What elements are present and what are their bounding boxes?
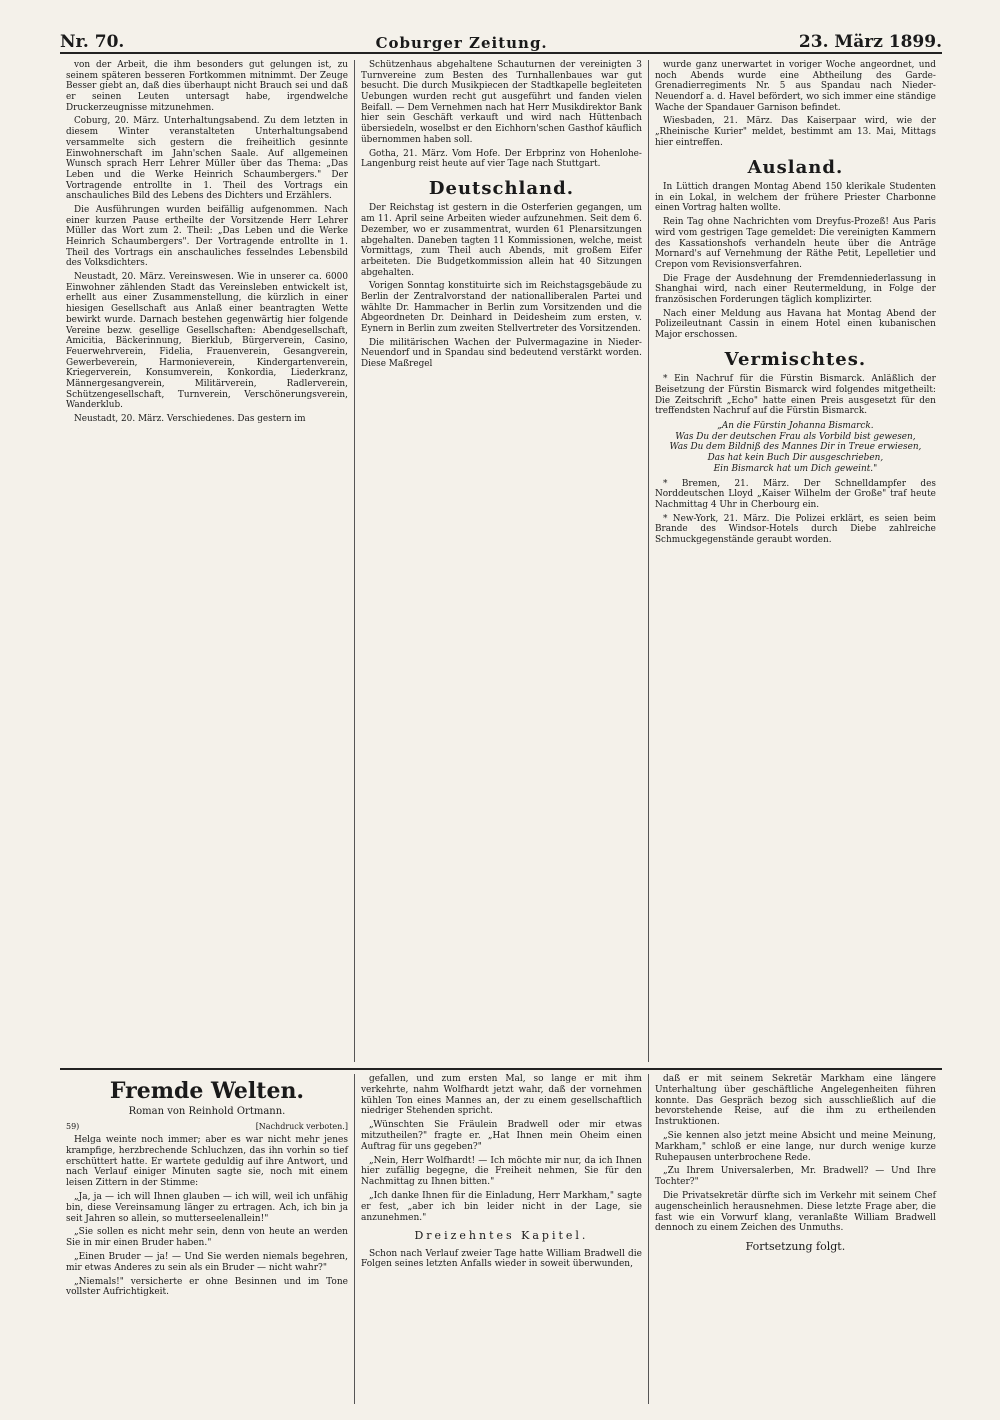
continuation-note: Fortsetzung folgt. bbox=[745, 1240, 846, 1254]
article-paragraph: In Lüttich drangen Montag Abend 150 klerikale Studenten in ein Lokal, in welchem der frühere Priester Charbonne einen Vortrag halten wollte. bbox=[654, 182, 936, 214]
novel-subtitle: Roman von Reinhold Ortmann. bbox=[128, 1106, 286, 1118]
poem-line: „An die Fürstin Johanna Bismarck. bbox=[717, 421, 874, 432]
article-paragraph: Der Reichstag ist gestern in die Osterferien gegangen, um am 11. April seine Arbeiten wieder aufzunehmen. Seit dem 6. Dezember, wo er zusammentrat, wurden 61 Plenarsitzungen abgehalten. Daneben tagten 11 Kommissionen, welche, meist Vormittags, zum Theil auch Abends, mit großem Eifer arbeiteten. Die Budgetkommission allein hat 40 Sitzungen abgehalten. bbox=[360, 203, 642, 278]
article-paragraph: * New-York, 21. März. Die Polizei erklärt, es seien beim Brande des Windsor-Hotels durch Diebe zahlreiche Schmuckgegenstände geraubt worden. bbox=[654, 513, 936, 545]
novel-paragraph: Die Privatsekretär dürfte sich im Verkehr mit seinem Chef augenscheinlich herausnehmen. Diese letzte Frage aber, die fast wie ein Vorwurf klang, veranlaßte William Bradwell dennoch zu einem Zeichen des Unmuths. bbox=[654, 1190, 936, 1234]
article-paragraph: * Ein Nachruf für die Fürstin Bismarck. Anläßlich der Beisetzung der Fürstin Bismarck wird folgendes mitgetheilt: Die Zeitschrift „Echo" hatte einen Preis ausgesetzt für den treffendsten Nachruf auf die Fürstin Bismarck. bbox=[654, 374, 936, 417]
article-paragraph: Vorigen Sonntag konstituirte sich im Reichstagsgebäude zu Berlin der Zentralvorstand der nationalliberalen Partei und wählte Dr. Hammacher in Berlin zum Vorsitzenden und die Abgeordneten Dr. Deinhard in Deidesheim zum ersten, v. Eynern in Berlin zum zweiten Stellvertreter des Vorsitzenden. bbox=[360, 281, 642, 335]
section-heading-ausland: Ausland. bbox=[747, 156, 844, 178]
article-paragraph: Die Ausführungen wurden beifällig aufgenommen. Nach einer kurzen Pause ertheilte der Vorsitzende Herr Lehrer Müller das Wort zum 2. Theil: „Das Leben und die Werke Heinrich Schaumbergers". Der Vortragende entrollte in 1. Theil des Vortrags ein anschauliches fesselndes Lebensbild des Volksdichters. bbox=[66, 204, 348, 269]
novel-paragraph: „Ja, ja — ich will Ihnen glauben — ich will, weil ich unfähig bin, diese Vereinsamung länger zu ertragen. Ach, ich bin ja seit Jahren so allein, so mutterseelenallein!" bbox=[66, 1191, 348, 1224]
article-paragraph: von der Arbeit, die ihm besonders gut gelungen ist, zu seinem späteren besseren Fortkommen mitnimmt. Der Zeuge Besser giebt an, daß dies überhaupt nicht Brauch sei und daß er seinen Leuten untersagt habe, irgendwelche Druckerzeugnisse mitzunehmen. bbox=[66, 60, 348, 113]
article-paragraph: Neustadt, 20. März. Verschiedenes. Das gestern im bbox=[74, 414, 306, 424]
poem-line: Was Du der deutschen Frau als Vorbild bist gewesen, bbox=[675, 431, 916, 442]
article-paragraph: Schützenhaus abgehaltene Schauturnen der vereinigten 3 Turnvereine zum Besten des Turnhallenbaues war gut besucht. Die durch Musikpiecen der Stadtkapelle begleiteten Uebungen wurden recht gut ausgeführt und fanden vielen Beifall. — Dem Vernehmen nach hat Herr Musikdirektor Bank hier sein Geschäft verkauft und wird nach Hüttenbach übersiedeln, woselbst er den Eichhorn'schen Gasthof käuflich übernommen haben soll. bbox=[360, 60, 642, 145]
article-paragraph: wurde ganz unerwartet in voriger Woche angeordnet, und noch Abends wurde eine Abtheilung des Garde-Grenadierregiments Nr. 5 aus Spandau nach Nieder-Neuendorf a. d. Havel befördert, wo sich immer eine ständige Wache der Spandauer Garnison befindet. bbox=[654, 60, 936, 113]
novel-column-3 bbox=[648, 1074, 942, 1404]
article-paragraph: Nach einer Meldung aus Havana hat Montag Abend der Polizeileutnant Cassin in einem Hotel einen kubanischen Major erschossen. bbox=[654, 308, 936, 341]
feuilleton bbox=[60, 1074, 942, 1404]
masthead bbox=[60, 30, 942, 54]
poem-line: Das hat kein Buch Dir ausgeschrieben, bbox=[707, 453, 884, 464]
column-2 bbox=[354, 60, 648, 1062]
section-heading-vermischtes: Vermischtes. bbox=[724, 348, 867, 370]
novel-paragraph: „Wünschten Sie Fräulein Bradwell oder mir etwas mitzutheilen?" fragte er. „Hat Ihnen mein Oheim einen Auftrag für uns gegeben?" bbox=[360, 1120, 642, 1152]
news-columns bbox=[60, 60, 942, 1062]
reprint-notice: [Nachdruck verboten.] bbox=[255, 1122, 348, 1132]
novel-paragraph: „Einen Bruder — ja! — Und Sie werden niemals begehren, mir etwas Anderes zu sein als ein Bruder — nicht wahr?" bbox=[66, 1251, 348, 1273]
novel-paragraph: Helga weinte noch immer; aber es war nicht mehr jenes krampfige, herzbrechende Schluchzen, das ihn vorhin so tief erschüttert hatte. Er wartete geduldig auf ihre Antwort, und nach Verlauf einiger Minuten sagte sie, noch mit einem leisen Zittern in der Stimme: bbox=[66, 1134, 348, 1189]
issue-date: 23. März 1899. bbox=[798, 32, 942, 52]
article-paragraph: Die militärischen Wachen der Pulvermagazine in Nieder-Neuendorf und in Spandau sind bedeutend verstärkt worden. Diese Maßregel bbox=[360, 337, 642, 370]
installment-number: 59) bbox=[66, 1122, 80, 1132]
novel-paragraph: daß er mit seinem Sekretär Markham eine längere Unterhaltung über geschäftliche Angelegenheiten führen konnte. Das Gespräch bezog sich ausschließlich auf die bevorstehende Reise, auf die ihm zu ertheilenden Instruktionen. bbox=[654, 1074, 936, 1128]
novel-title: Fremde Welten. bbox=[109, 1078, 305, 1104]
poem-line: Ein Bismarck hat um Dich geweint." bbox=[713, 463, 878, 474]
novel-paragraph: „Ich danke Ihnen für die Einladung, Herr Markham," sagte er fest, „aber ich bin leider nicht in der Lage, sie anzunehmen." bbox=[360, 1190, 642, 1223]
novel-paragraph: „Niemals!" versicherte er ohne Besinnen und im Tone vollster Aufrichtigkeit. bbox=[66, 1276, 348, 1298]
novel-column-1 bbox=[60, 1074, 354, 1404]
novel-paragraph: „Zu Ihrem Universalerben, Mr. Bradwell? — Und Ihre Tochter?" bbox=[654, 1166, 936, 1188]
article-paragraph: * Bremen, 21. März. Der Schnelldampfer des Norddeutschen Lloyd „Kaiser Wilhelm der Große" traf heute Nachmittag 4 Uhr in Cherbourg ein. bbox=[654, 478, 936, 510]
novel-column-2 bbox=[354, 1074, 648, 1404]
article-paragraph: Coburg, 20. März. Unterhaltungsabend. Zu dem letzten in diesem Winter veranstalteten Unterhaltungsabend versammelte sich gestern die freiheitlich gesinnte Einwohnerschaft im Jahn'schen Saale. Auf allgemeinen Wunsch sprach Herr Lehrer Müller über das Thema: „Das Leben und die Werke Heinrich Schaumbergers." Der Vortragende entrollte in 1. Theil des Vortrags ein anschauliches Bild des Lebens des Dichters und Erzählers. bbox=[66, 116, 348, 202]
poem-line: Was Du dem Bildniß des Mannes Dir in Treue erwiesen, bbox=[669, 442, 922, 453]
chapter-heading: Dreizehntes Kapitel. bbox=[414, 1229, 589, 1243]
newspaper-title: Coburger Zeitung. bbox=[375, 34, 548, 52]
article-paragraph: Die Frage der Ausdehnung der Fremdenniederlassung in Shanghai wird, nach einer Reutermeldung, in Folge der französischen Forderungen täglich komplizirter. bbox=[654, 273, 936, 305]
article-paragraph: Rein Tag ohne Nachrichten vom Dreyfus-Prozeß! Aus Paris wird vom gestrigen Tage gemeldet: Die vereinigten Kammern des Kassationshofs verhandeln heute über die Anträge Mornard's auf Vernehmung der Räthe Petit, Lepelletier und Crepon vom Revisionsverfahren. bbox=[654, 217, 936, 270]
column-3 bbox=[648, 60, 942, 1062]
article-paragraph: Neustadt, 20. März. Vereinswesen. Wie in unserer ca. 6000 Einwohner zählenden Stadt das Vereinsleben entwickelt ist, erhellt aus einer Zusammenstellung, die kürzlich in einer hiesigen Gesellschaft aus Anlaß einer beantragten Wette bewirkt wurde. Darnach bestehen gegenwärtig hier folgende Vereine bezw. gesellige Gesellschaften: Abendgesellschaft, Amicitia, Bäckerinnung, Bierklub, Bürgerverein, Casino, Feuerwehrverein, Fidelia, Frauenverein, Gesangverein, Gewerbeverein, Harmonieverein, Kindergartenverein, Kriegerverein, Konsumverein, Konkordia, Liederkranz, Männergesangverein, Militärverein, Radlerverein, Schützengesellschaft, Turnverein, Verschönerungsverein, Wanderklub. bbox=[66, 272, 348, 411]
novel-paragraph: „Sie kennen also jetzt meine Absicht und meine Meinung, Markham," schloß er eine lange, nur durch wenige kurze Ruhepausen unterbrochene Rede. bbox=[654, 1130, 936, 1163]
feuilleton-divider bbox=[60, 1068, 942, 1070]
article-paragraph: Wiesbaden, 21. März. Das Kaiserpaar wird, wie der „Rheinische Kurier" meldet, bestimmt am 13. Mai, Mittags hier eintreffen. bbox=[654, 116, 936, 148]
novel-meta bbox=[66, 1122, 348, 1132]
novel-paragraph: „Nein, Herr Wolfhardt! — Ich möchte mir nur, da ich Ihnen hier zufällig begegne, die Freiheit nehmen, Sie für den Nachmittag zu Ihnen bitten." bbox=[360, 1155, 642, 1188]
issue-number: Nr. 70. bbox=[60, 32, 125, 52]
article-paragraph: Gotha, 21. März. Vom Hofe. Der Erbprinz von Hohenlohe-Langenburg reist heute auf vier Tage nach Stuttgart. bbox=[360, 148, 642, 170]
novel-paragraph: Schon nach Verlauf zweier Tage hatte William Bradwell die Folgen seines letzten Anfalls wieder in soweit überwunden, bbox=[360, 1248, 642, 1270]
column-1 bbox=[60, 60, 354, 1062]
novel-paragraph: gefallen, und zum ersten Mal, so lange er mit ihm verkehrte, nahm Wolfhardt jetzt wahr, daß der vornehmen kühlen Ton eines Mannes an, der zu einem gesellschaftlich niedriger Stehenden spricht. bbox=[360, 1074, 642, 1117]
novel-paragraph: „Sie sollen es nicht mehr sein, denn von heute an werden Sie in mir einen Bruder haben." bbox=[66, 1227, 348, 1249]
section-heading-deutschland: Deutschland. bbox=[428, 177, 574, 199]
poem bbox=[655, 421, 936, 474]
